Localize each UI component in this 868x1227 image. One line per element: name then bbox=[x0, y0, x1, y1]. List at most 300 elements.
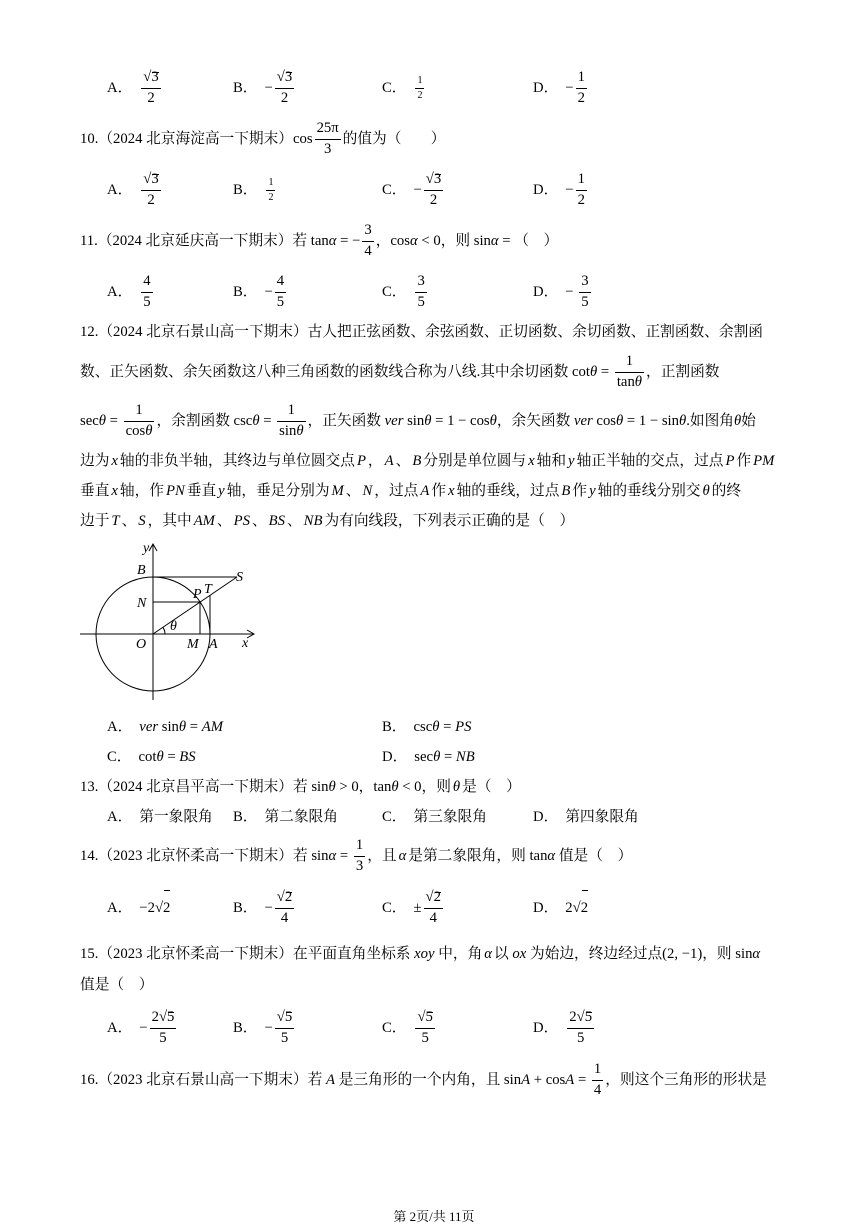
text-run: ± bbox=[413, 900, 422, 916]
q15-stem-line-1 bbox=[80, 934, 760, 974]
math-symbol: θ bbox=[252, 413, 260, 429]
option-content bbox=[139, 273, 154, 311]
fraction bbox=[150, 1009, 177, 1047]
fraction-denominator bbox=[124, 422, 155, 441]
option-content bbox=[264, 273, 288, 311]
fraction-denominator bbox=[615, 373, 644, 392]
math-symbol: ver bbox=[384, 413, 404, 429]
square-root: √5 bbox=[158, 1009, 175, 1026]
text-run: 3 bbox=[581, 273, 589, 290]
option-label: D． bbox=[533, 284, 559, 300]
variable: A bbox=[384, 453, 394, 469]
q14-stem bbox=[80, 836, 632, 876]
text-run: 3 bbox=[364, 222, 372, 239]
option-content bbox=[139, 171, 162, 209]
text-run: 分别是单位圆与 bbox=[423, 453, 527, 469]
q14-option-d bbox=[533, 888, 588, 928]
text-run: 2 bbox=[577, 192, 585, 209]
text-run: 为有向线段，下列表示正确的是（ ） bbox=[324, 513, 575, 529]
text-run: ，且 bbox=[367, 848, 397, 864]
text-run: 是第二象限角，则 tan bbox=[408, 848, 548, 864]
math-symbol: α bbox=[328, 848, 337, 864]
text-run: = bbox=[105, 413, 122, 429]
math-symbol: α bbox=[410, 233, 418, 249]
variable: P bbox=[356, 453, 366, 469]
fraction bbox=[124, 402, 155, 440]
text-run: 、 bbox=[216, 513, 232, 529]
text-run: > 0，tan bbox=[335, 779, 392, 795]
option-label: A． bbox=[107, 284, 133, 300]
fraction-numerator bbox=[415, 273, 426, 293]
text-run: = bbox=[259, 413, 276, 429]
option-label: D． bbox=[533, 80, 559, 96]
terminal-side bbox=[153, 577, 237, 634]
fraction bbox=[592, 1061, 603, 1099]
fraction-numerator bbox=[615, 353, 644, 373]
text-run: 以 bbox=[494, 946, 513, 962]
text-run: 为始边，终边经过点(2, −1)，则 sin bbox=[526, 946, 753, 962]
text-run: 、 bbox=[251, 513, 267, 529]
label-o: O bbox=[136, 637, 147, 652]
variable: AM bbox=[193, 513, 215, 529]
q15-option-d bbox=[533, 1008, 596, 1048]
math-symbol: θ bbox=[489, 413, 497, 429]
fraction-denominator bbox=[592, 1081, 603, 1100]
math-symbol: θ bbox=[678, 413, 687, 429]
fraction-numerator bbox=[275, 1009, 294, 1029]
text-run: 作 bbox=[431, 483, 447, 499]
text-run: 2 bbox=[151, 1009, 159, 1026]
text-run: = bbox=[597, 364, 613, 380]
q15-stem-line-2 bbox=[80, 965, 153, 1005]
fraction-denominator bbox=[150, 1029, 177, 1048]
fraction bbox=[275, 889, 294, 927]
label-m: M bbox=[187, 637, 199, 652]
variable: θ bbox=[702, 483, 710, 499]
text-run: − bbox=[139, 1020, 148, 1036]
text-run: 12.（2024 北京石景山高一下期末）古人把正弦函数、余弦函数、正切函数、余切函数、正割函数、余割函 bbox=[80, 324, 763, 340]
fraction bbox=[415, 1009, 434, 1047]
math-symbol: ver bbox=[139, 719, 159, 735]
square-root: √3 bbox=[143, 171, 159, 188]
option-label: A． bbox=[107, 80, 133, 96]
text-run: − bbox=[565, 284, 578, 300]
text-run: 第三象限角 bbox=[413, 809, 487, 825]
square-root: √3 bbox=[143, 69, 159, 86]
text-run: 第二象限角 bbox=[264, 809, 338, 825]
q11-option-b bbox=[233, 272, 288, 312]
text-run: 中，角 bbox=[434, 946, 483, 962]
q11-stem bbox=[80, 221, 558, 261]
q14-option-c bbox=[382, 888, 445, 928]
math-symbol: A bbox=[565, 1072, 575, 1088]
math-symbol: θ bbox=[733, 413, 742, 429]
fraction bbox=[576, 69, 587, 107]
variable: M bbox=[331, 483, 344, 499]
math-symbol: BS bbox=[179, 749, 196, 765]
text-run: + cos bbox=[530, 1072, 566, 1088]
text-run: 作 bbox=[572, 483, 588, 499]
text-run: ，则这个三角形的形状是 bbox=[605, 1072, 767, 1088]
q14-option-b bbox=[233, 888, 296, 928]
text-run: 3 bbox=[355, 858, 364, 875]
option-label: B． bbox=[233, 900, 258, 916]
variable: x bbox=[528, 453, 535, 469]
label-s: S bbox=[236, 570, 243, 585]
text-run: 1 bbox=[135, 402, 143, 419]
fraction-denominator bbox=[277, 422, 305, 441]
fraction bbox=[266, 177, 275, 204]
option-label: B． bbox=[382, 719, 407, 735]
text-run: 5 bbox=[581, 294, 589, 311]
text-run: 是（ ） bbox=[462, 779, 521, 795]
option-label: B． bbox=[233, 80, 258, 96]
q10-option-d bbox=[533, 170, 589, 210]
fraction-numerator bbox=[362, 222, 373, 242]
q12-stem-line-3 bbox=[80, 401, 756, 441]
option-content bbox=[264, 809, 337, 825]
option-label: B． bbox=[233, 182, 258, 198]
fraction-denominator bbox=[415, 293, 426, 312]
fraction-numerator bbox=[415, 75, 424, 89]
text-run: 2 bbox=[569, 1009, 577, 1026]
variable: x bbox=[111, 453, 118, 469]
text-run: 2 bbox=[417, 90, 423, 102]
option-label: D． bbox=[533, 1020, 559, 1036]
label-p: P bbox=[193, 587, 202, 602]
text-run: 5 bbox=[159, 1030, 167, 1047]
math-symbol: NB bbox=[455, 749, 475, 765]
fraction bbox=[141, 171, 160, 209]
fraction-numerator bbox=[354, 837, 365, 857]
q9-option-a bbox=[107, 68, 163, 108]
text-run: 2 bbox=[268, 192, 274, 204]
option-content bbox=[565, 171, 589, 209]
text-run: 轴，作 bbox=[119, 483, 164, 499]
variable: PM bbox=[753, 453, 775, 469]
text-run: 2 bbox=[565, 900, 573, 916]
option-content bbox=[139, 900, 170, 916]
text-run: 25π bbox=[316, 120, 339, 137]
text-run: 1 bbox=[593, 1061, 602, 1078]
square-root: √2 bbox=[276, 889, 293, 906]
label-y: y bbox=[143, 541, 150, 556]
text-run: − bbox=[264, 284, 273, 300]
text-run: − bbox=[264, 80, 273, 96]
q16-stem bbox=[80, 1060, 767, 1100]
text-run: cos bbox=[592, 413, 617, 429]
fraction bbox=[615, 353, 644, 391]
text-run: 4 bbox=[364, 243, 372, 260]
math-symbol: θ bbox=[178, 719, 187, 735]
text-run: csc bbox=[413, 719, 433, 735]
math-symbol: A bbox=[521, 1072, 531, 1088]
fraction-numerator bbox=[424, 171, 443, 191]
text-run: 、 bbox=[121, 513, 137, 529]
text-run: 5 bbox=[276, 294, 285, 311]
option-content bbox=[264, 1009, 296, 1047]
option-label: C． bbox=[382, 900, 407, 916]
text-run: 5 bbox=[577, 1030, 585, 1047]
text-run: − bbox=[565, 80, 574, 96]
variable: x bbox=[111, 483, 118, 499]
fraction bbox=[275, 69, 294, 107]
square-root: √5 bbox=[276, 1009, 293, 1026]
text-run: sec bbox=[414, 749, 434, 765]
option-label: C． bbox=[382, 80, 407, 96]
text-run: 垂直 bbox=[186, 483, 217, 499]
text-run: 第四象限角 bbox=[565, 809, 639, 825]
text-run: 11.（2024 北京延庆高一下期末）若 tan bbox=[80, 233, 329, 249]
option-label: D． bbox=[533, 809, 559, 825]
text-run: 轴的垂线分别交 bbox=[597, 483, 701, 499]
q11-option-d bbox=[533, 272, 593, 312]
variable: θ bbox=[452, 779, 461, 795]
math-symbol: α bbox=[328, 233, 337, 249]
text-run: = bbox=[574, 1072, 590, 1088]
text-run: 1 bbox=[355, 837, 364, 854]
text-run: 4 bbox=[143, 273, 151, 290]
variable: y bbox=[589, 483, 596, 499]
q10-option-c bbox=[382, 170, 445, 210]
text-run: 1 bbox=[287, 402, 296, 419]
text-run: 4 bbox=[429, 910, 437, 927]
q11-option-c bbox=[382, 272, 429, 312]
fraction-denominator bbox=[275, 1029, 294, 1048]
option-label: C． bbox=[382, 1020, 407, 1036]
fraction-numerator bbox=[141, 171, 160, 191]
math-symbol: θ bbox=[616, 413, 624, 429]
option-label: B． bbox=[233, 284, 258, 300]
text-run: 3 bbox=[323, 141, 332, 158]
option-label: A． bbox=[107, 182, 133, 198]
text-run: < 0，则 sin bbox=[417, 233, 491, 249]
text-run: sin bbox=[158, 719, 179, 735]
math-symbol: θ bbox=[328, 779, 336, 795]
option-label: A． bbox=[107, 900, 133, 916]
option-content bbox=[139, 1009, 178, 1047]
text-run: 垂直 bbox=[80, 483, 110, 499]
square-root: √3 bbox=[425, 171, 442, 188]
text-run: 第一象限角 bbox=[139, 809, 213, 825]
option-label: C． bbox=[382, 182, 407, 198]
variable: PN bbox=[166, 483, 185, 499]
fraction-numerator bbox=[277, 402, 305, 422]
q13-option-a bbox=[107, 797, 213, 837]
text-run: ，余割函数 csc bbox=[156, 413, 253, 429]
text-run: cos bbox=[125, 423, 146, 440]
text-run: 10.（2024 北京海淀高一下期末）cos bbox=[80, 131, 313, 147]
square-root: √2 bbox=[425, 889, 441, 906]
text-run: 轴正半轴的交点，过点 bbox=[576, 453, 724, 469]
math-symbol: PS bbox=[455, 719, 472, 735]
option-content bbox=[565, 900, 588, 916]
q15-option-c bbox=[382, 1008, 437, 1048]
fraction bbox=[277, 402, 305, 440]
text-run: = bbox=[186, 719, 202, 735]
text-run: 4 bbox=[280, 910, 289, 927]
math-symbol: α bbox=[752, 946, 761, 962]
fraction-numerator bbox=[315, 120, 341, 140]
text-run: = bbox=[440, 749, 456, 765]
text-run: ，正割函数 bbox=[646, 364, 720, 380]
text-run: = 1 − cos bbox=[431, 413, 490, 429]
fraction bbox=[362, 222, 373, 260]
option-content bbox=[413, 1009, 436, 1047]
option-label: C． bbox=[382, 809, 407, 825]
text-run: 轴，垂足分别为 bbox=[226, 483, 330, 499]
variable: BS bbox=[268, 513, 285, 529]
option-label: B． bbox=[233, 1020, 258, 1036]
option-content bbox=[413, 809, 486, 825]
q11-option-a bbox=[107, 272, 155, 312]
label-t: T bbox=[204, 582, 212, 597]
text-run: = 1 − sin bbox=[623, 413, 679, 429]
text-run: − bbox=[565, 182, 574, 198]
text-run: 值是（ ） bbox=[555, 848, 633, 864]
text-run: cot bbox=[138, 749, 157, 765]
option-content bbox=[264, 69, 296, 107]
q12-stem-line-1 bbox=[80, 312, 763, 352]
fraction-denominator bbox=[315, 140, 341, 159]
text-run: < 0，则 bbox=[398, 779, 451, 795]
label-theta: θ bbox=[170, 619, 177, 634]
option-content bbox=[139, 69, 162, 107]
option-content bbox=[264, 177, 277, 204]
text-run: 轴和 bbox=[536, 453, 567, 469]
fraction-denominator bbox=[415, 89, 424, 102]
text-run: −2 bbox=[139, 900, 155, 916]
fraction-numerator bbox=[141, 273, 152, 293]
variable: A bbox=[420, 483, 430, 499]
text-run: 16.（2023 北京石景山高一下期末）若 bbox=[80, 1072, 327, 1088]
q9-option-c bbox=[382, 68, 426, 108]
q9-option-d bbox=[533, 68, 589, 108]
square-root: √2 bbox=[155, 888, 170, 928]
text-run: sin bbox=[403, 413, 425, 429]
option-content bbox=[413, 273, 428, 311]
math-symbol: ox bbox=[512, 946, 527, 962]
text-run: 作 bbox=[736, 453, 752, 469]
fraction-denominator bbox=[275, 909, 294, 928]
q13-option-b bbox=[233, 797, 338, 837]
q13-option-d bbox=[533, 797, 639, 837]
fraction-denominator bbox=[141, 293, 152, 312]
text-run: ， bbox=[367, 453, 383, 469]
fraction-denominator bbox=[576, 191, 587, 210]
text-run: 的终 bbox=[711, 483, 742, 499]
text-run: ，正矢函数 bbox=[307, 413, 385, 429]
text-run: ，其中 bbox=[147, 513, 192, 529]
option-content bbox=[413, 889, 444, 927]
variable: y bbox=[218, 483, 225, 499]
fraction-numerator bbox=[576, 69, 587, 89]
text-run: 15.（2023 北京怀柔高一下期末）在平面直角坐标系 bbox=[80, 946, 415, 962]
math-symbol: θ bbox=[433, 749, 441, 765]
text-run: sin bbox=[279, 423, 297, 440]
q9-option-b bbox=[233, 68, 296, 108]
text-run: 始 bbox=[741, 413, 756, 429]
variable: B bbox=[561, 483, 571, 499]
variable: N bbox=[362, 483, 373, 499]
variable: y bbox=[568, 453, 575, 469]
math-symbol: θ bbox=[432, 719, 440, 735]
math-symbol: θ bbox=[145, 423, 153, 440]
fraction-denominator bbox=[424, 191, 443, 210]
text-run: = bbox=[163, 749, 180, 765]
text-run: 值是（ ） bbox=[80, 977, 154, 993]
angle-arc bbox=[163, 627, 165, 634]
option-content bbox=[565, 69, 589, 107]
variable: NB bbox=[303, 513, 323, 529]
text-run: 4 bbox=[276, 273, 285, 290]
fraction-denominator bbox=[567, 1029, 594, 1048]
fraction bbox=[141, 69, 160, 107]
text-run: 5 bbox=[421, 1030, 429, 1047]
square-root: √3 bbox=[276, 69, 293, 86]
fraction-denominator bbox=[415, 1029, 434, 1048]
math-symbol: θ bbox=[98, 413, 106, 429]
fraction-numerator bbox=[579, 273, 590, 293]
text-run: 、 bbox=[286, 513, 302, 529]
text-run: 轴的非负半轴，其终边与单位圆交点 bbox=[119, 453, 355, 469]
fraction-numerator bbox=[275, 69, 294, 89]
text-run: 边于 bbox=[80, 513, 110, 529]
fraction bbox=[567, 1009, 594, 1047]
square-root: √5 bbox=[417, 1009, 433, 1026]
option-label: D． bbox=[533, 182, 559, 198]
option-label: A． bbox=[107, 1020, 133, 1036]
label-n: N bbox=[137, 596, 147, 611]
fraction-denominator bbox=[266, 191, 275, 204]
text-run: 1 bbox=[577, 69, 585, 86]
fraction-numerator bbox=[266, 177, 275, 191]
option-content bbox=[413, 719, 471, 735]
square-root: √5 bbox=[576, 1009, 593, 1026]
text-run: 数、正矢函数、余矢函数这八种三角函数的函数线合称为八线.其中余切函数 cot bbox=[80, 364, 590, 380]
fraction bbox=[579, 273, 590, 311]
fraction-denominator bbox=[362, 242, 373, 261]
text-run: 、 bbox=[345, 483, 361, 499]
text-run: 5 bbox=[143, 294, 151, 311]
text-run: 4 bbox=[593, 1082, 602, 1099]
square-root: √2 bbox=[573, 888, 588, 928]
q10-stem bbox=[80, 119, 446, 159]
option-label: D． bbox=[382, 749, 408, 765]
fraction-denominator bbox=[576, 89, 587, 108]
fraction-denominator bbox=[275, 89, 294, 108]
math-symbol: α bbox=[490, 233, 499, 249]
text-run: 13.（2024 北京昌平高一下期末）若 sin bbox=[80, 779, 329, 795]
text-run: ，cos bbox=[375, 233, 410, 249]
text-run: 的值为（ ） bbox=[342, 131, 446, 147]
text-run: 5 bbox=[280, 1030, 289, 1047]
fraction bbox=[275, 273, 286, 311]
fraction-numerator bbox=[424, 889, 443, 909]
fraction-numerator bbox=[150, 1009, 177, 1029]
fraction-denominator bbox=[354, 857, 365, 876]
text-run: tan bbox=[616, 374, 635, 391]
math-symbol: θ bbox=[589, 364, 598, 380]
text-run: 5 bbox=[417, 294, 425, 311]
fraction-denominator bbox=[424, 909, 443, 928]
math-symbol: A bbox=[326, 1072, 336, 1088]
fraction bbox=[424, 889, 443, 927]
text-run: 2 bbox=[577, 90, 585, 107]
option-content bbox=[413, 75, 426, 102]
label-a: A bbox=[209, 637, 218, 652]
text-run: = bbox=[336, 848, 352, 864]
